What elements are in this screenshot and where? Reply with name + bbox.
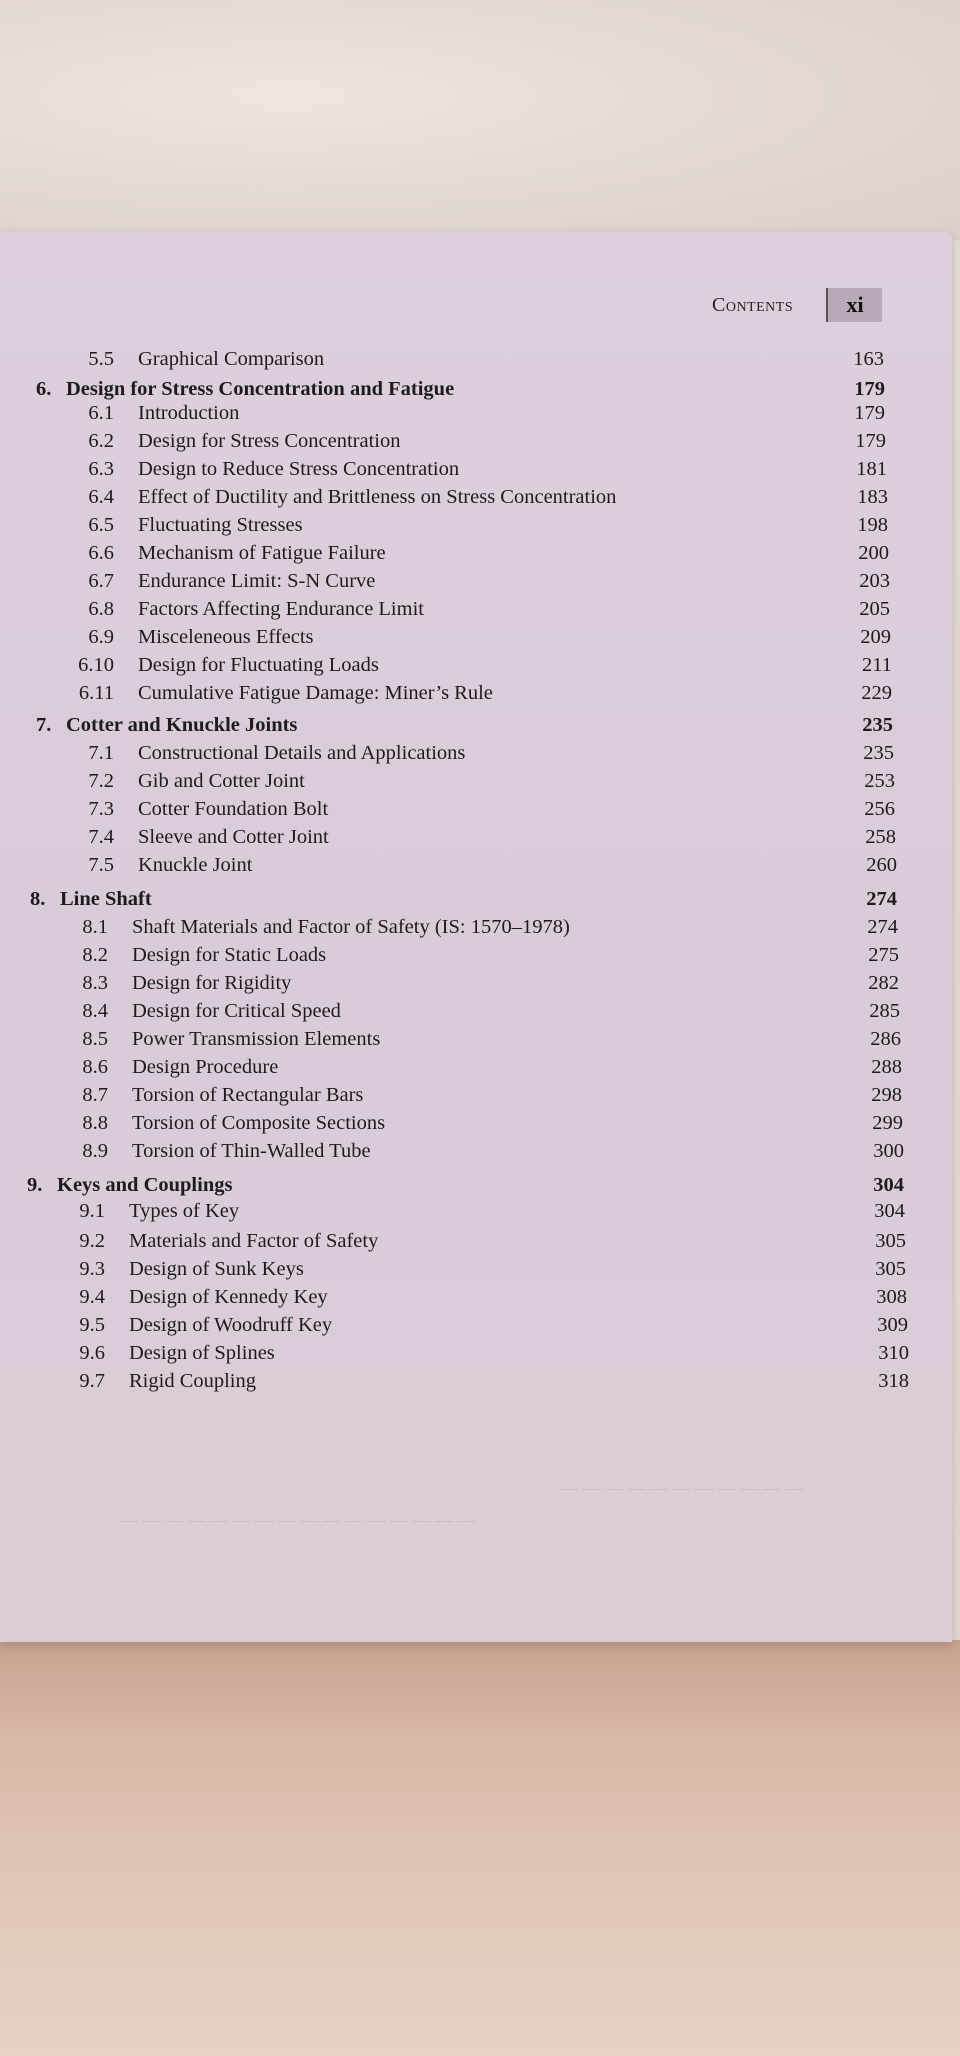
- toc-section-row: [0, 1342, 960, 1370]
- toc-entry-page: 179: [854, 378, 885, 400]
- toc-entry-page: 309: [877, 1314, 908, 1336]
- toc-entry-title: Torsion of Composite Sections: [132, 1112, 386, 1134]
- toc-entry-page: 211: [862, 654, 892, 676]
- toc-section-row: [0, 826, 960, 854]
- toc-entry-number: 6.11: [78, 682, 114, 704]
- toc-entry-number: 8.6: [82, 1056, 108, 1078]
- toc-entry-number: 8.7: [82, 1084, 108, 1106]
- toc-entry-page: 310: [878, 1342, 909, 1364]
- toc-entry-page: 300: [873, 1140, 904, 1162]
- toc-entry-title: Gib and Cotter Joint: [138, 770, 305, 792]
- toc-section-row: [0, 682, 960, 710]
- toc-entry-title: Rigid Coupling: [129, 1370, 257, 1392]
- toc-entry-page: 205: [859, 598, 890, 620]
- toc-entry-page: 229: [861, 682, 892, 704]
- toc-entry-number: 7.5: [88, 854, 114, 876]
- toc-entry-number: 6.9: [88, 626, 114, 648]
- toc-entry-title: Design for Static Loads: [132, 944, 327, 966]
- toc-entry-title: Materials and Factor of Safety: [129, 1230, 379, 1252]
- toc-entry-title: Design for Critical Speed: [132, 1000, 341, 1022]
- toc-section-row: [0, 458, 960, 486]
- running-header: [0, 288, 960, 324]
- toc-entry-page: 299: [872, 1112, 903, 1134]
- toc-entry-number: 6.3: [88, 458, 114, 480]
- toc-entry-number: 9.6: [79, 1342, 105, 1364]
- toc-section-row: [0, 972, 960, 1000]
- background-cloth-top: [0, 0, 960, 240]
- toc-section-row: [0, 1370, 960, 1398]
- toc-section-row: [0, 1140, 960, 1168]
- toc-entry-page: 253: [864, 770, 895, 792]
- toc-entry-title: Fluctuating Stresses: [138, 514, 303, 536]
- toc-entry-page: 183: [857, 486, 888, 508]
- background-cloth-bottom: [0, 1640, 960, 2056]
- toc-section-row: [0, 1112, 960, 1140]
- toc-entry-number: 8.5: [82, 1028, 108, 1050]
- toc-section-row: [0, 402, 960, 430]
- toc-entry-title: Design of Woodruff Key: [129, 1314, 333, 1336]
- toc-section-row: [0, 916, 960, 944]
- toc-section-row: [0, 1200, 960, 1228]
- toc-section-row: [0, 798, 960, 826]
- toc-entry-page: 298: [871, 1084, 902, 1106]
- toc-entry-page: 304: [874, 1200, 905, 1222]
- toc-entry-number: 8.: [30, 888, 46, 910]
- toc-entry-title: Introduction: [138, 402, 240, 424]
- toc-entry-page: 288: [871, 1056, 902, 1078]
- toc-entry-number: 6.4: [88, 486, 114, 508]
- toc-section-row: [0, 1314, 960, 1342]
- toc-section-row: [0, 742, 960, 770]
- toc-section-row: [0, 770, 960, 798]
- toc-entry-title: Misceleneous Effects: [138, 626, 314, 648]
- toc-section-row: [0, 570, 960, 598]
- toc-section-row: [0, 1084, 960, 1112]
- toc-entry-title: Effect of Ductility and Brittleness on Stress Concentration: [138, 486, 617, 508]
- toc-entry-page: 235: [862, 714, 893, 736]
- toc-section-row: [0, 514, 960, 542]
- toc-section-row: [0, 854, 960, 882]
- toc-entry-page: 209: [860, 626, 891, 648]
- toc-entry-number: 9.5: [79, 1314, 105, 1336]
- toc-entry-title: Design for Fluctuating Loads: [138, 654, 379, 676]
- toc-entry-title: Mechanism of Fatigue Failure: [138, 542, 386, 564]
- toc-entry-number: 6.5: [88, 514, 114, 536]
- toc-entry-number: 9.7: [79, 1370, 105, 1392]
- toc-entry-number: 8.2: [82, 944, 108, 966]
- toc-entry-number: 7.: [36, 714, 52, 736]
- toc-entry-number: 5.5: [88, 348, 114, 370]
- toc-entry-page: 275: [868, 944, 899, 966]
- toc-entry-number: 9.4: [79, 1286, 105, 1308]
- toc-entry-number: 9.3: [79, 1258, 105, 1280]
- toc-entry-number: 9.1: [79, 1200, 105, 1222]
- toc-entry-page: 260: [866, 854, 897, 876]
- toc-entry-page: 308: [876, 1286, 907, 1308]
- toc-entry-number: 6.10: [78, 654, 114, 676]
- toc-section-row: [0, 1286, 960, 1314]
- toc-entry-number: 6.: [36, 378, 52, 400]
- toc-entry-number: 6.6: [88, 542, 114, 564]
- toc-entry-title: Design for Stress Concentration and Fatigue: [66, 378, 455, 400]
- toc-entry-title: Design to Reduce Stress Concentration: [138, 458, 460, 480]
- toc-entry-title: Design Procedure: [132, 1056, 279, 1078]
- toc-entry-page: 163: [853, 348, 884, 370]
- toc-entry-number: 9.2: [79, 1230, 105, 1252]
- toc-entry-number: 9.: [27, 1174, 43, 1196]
- toc-entry-page: 203: [859, 570, 890, 592]
- toc-section-row: [0, 1258, 960, 1286]
- toc-entry-title: Power Transmission Elements: [132, 1028, 381, 1050]
- toc-entry-number: 6.2: [88, 430, 114, 452]
- toc-entry-title: Factors Affecting Endurance Limit: [138, 598, 424, 620]
- toc-entry-page: 305: [875, 1230, 906, 1252]
- toc-entry-title: Cotter and Knuckle Joints: [66, 714, 298, 736]
- toc-entry-page: 286: [870, 1028, 901, 1050]
- toc-chapter-row: [0, 888, 960, 916]
- toc-entry-title: Knuckle Joint: [138, 854, 253, 876]
- toc-section-row: [0, 1028, 960, 1056]
- toc-entry-page: 274: [866, 888, 897, 910]
- toc-entry-page: 179: [855, 430, 886, 452]
- toc-entry-title: Design of Kennedy Key: [129, 1286, 328, 1308]
- toc-entry-number: 8.9: [82, 1140, 108, 1162]
- toc-entry-number: 7.3: [88, 798, 114, 820]
- header-contents-label: Contents: [712, 294, 794, 316]
- toc-entry-page: 274: [867, 916, 898, 938]
- toc-entry-page: 258: [865, 826, 896, 848]
- toc-entry-title: Sleeve and Cotter Joint: [138, 826, 329, 848]
- toc-entry-title: Torsion of Rectangular Bars: [132, 1084, 364, 1106]
- toc-entry-page: 235: [863, 742, 894, 764]
- toc-entry-title: Graphical Comparison: [138, 348, 325, 370]
- toc-entry-title: Design for Stress Concentration: [138, 430, 401, 452]
- toc-section-row: [0, 542, 960, 570]
- toc-entry-page: 282: [868, 972, 899, 994]
- toc-section-row: [0, 1000, 960, 1028]
- toc-entry-page: 179: [854, 402, 885, 424]
- toc-entry-title: Design for Rigidity: [132, 972, 292, 994]
- toc-entry-page: 200: [858, 542, 889, 564]
- toc-entry-number: 6.1: [88, 402, 114, 424]
- header-page-number: xi: [826, 288, 882, 322]
- toc-section-row: [0, 348, 960, 376]
- toc-entry-title: Keys and Couplings: [57, 1174, 233, 1196]
- toc-entry-page: 256: [864, 798, 895, 820]
- toc-entry-title: Torsion of Thin-Walled Tube: [132, 1140, 371, 1162]
- toc-entry-page: 305: [875, 1258, 906, 1280]
- toc-entry-title: Endurance Limit: S-N Curve: [138, 570, 376, 592]
- toc-entry-number: 8.3: [82, 972, 108, 994]
- toc-entry-number: 7.2: [88, 770, 114, 792]
- toc-entry-page: 198: [857, 514, 888, 536]
- toc-entry-number: 8.8: [82, 1112, 108, 1134]
- toc-entry-title: Cumulative Fatigue Damage: Miner’s Rule: [138, 682, 493, 704]
- toc-section-row: [0, 944, 960, 972]
- toc-section-row: [0, 1230, 960, 1258]
- toc-entry-title: Cotter Foundation Bolt: [138, 798, 329, 820]
- toc-entry-title: Line Shaft: [60, 888, 152, 910]
- toc-entry-number: 7.4: [88, 826, 114, 848]
- toc-section-row: [0, 1056, 960, 1084]
- toc-entry-page: 304: [873, 1174, 904, 1196]
- toc-entry-title: Constructional Details and Applications: [138, 742, 466, 764]
- toc-section-row: [0, 430, 960, 458]
- toc-entry-number: 8.4: [82, 1000, 108, 1022]
- toc-entry-page: 181: [856, 458, 887, 480]
- toc-section-row: [0, 626, 960, 654]
- toc-section-row: [0, 486, 960, 514]
- toc-chapter-row: [0, 714, 960, 742]
- toc-entry-title: Shaft Materials and Factor of Safety (IS: 1570–1978): [132, 916, 570, 938]
- toc-chapter-row: [0, 1174, 960, 1202]
- toc-entry-page: 318: [878, 1370, 909, 1392]
- toc-entry-title: Design of Sunk Keys: [129, 1258, 304, 1280]
- toc-entry-number: 7.1: [88, 742, 114, 764]
- toc-entry-title: Design of Splines: [129, 1342, 275, 1364]
- toc-section-row: [0, 598, 960, 626]
- toc-entry-number: 8.1: [82, 916, 108, 938]
- toc-entry-number: 6.8: [88, 598, 114, 620]
- toc-entry-title: Types of Key: [129, 1200, 240, 1222]
- toc-entry-number: 6.7: [88, 570, 114, 592]
- toc-entry-page: 285: [869, 1000, 900, 1022]
- toc-section-row: [0, 654, 960, 682]
